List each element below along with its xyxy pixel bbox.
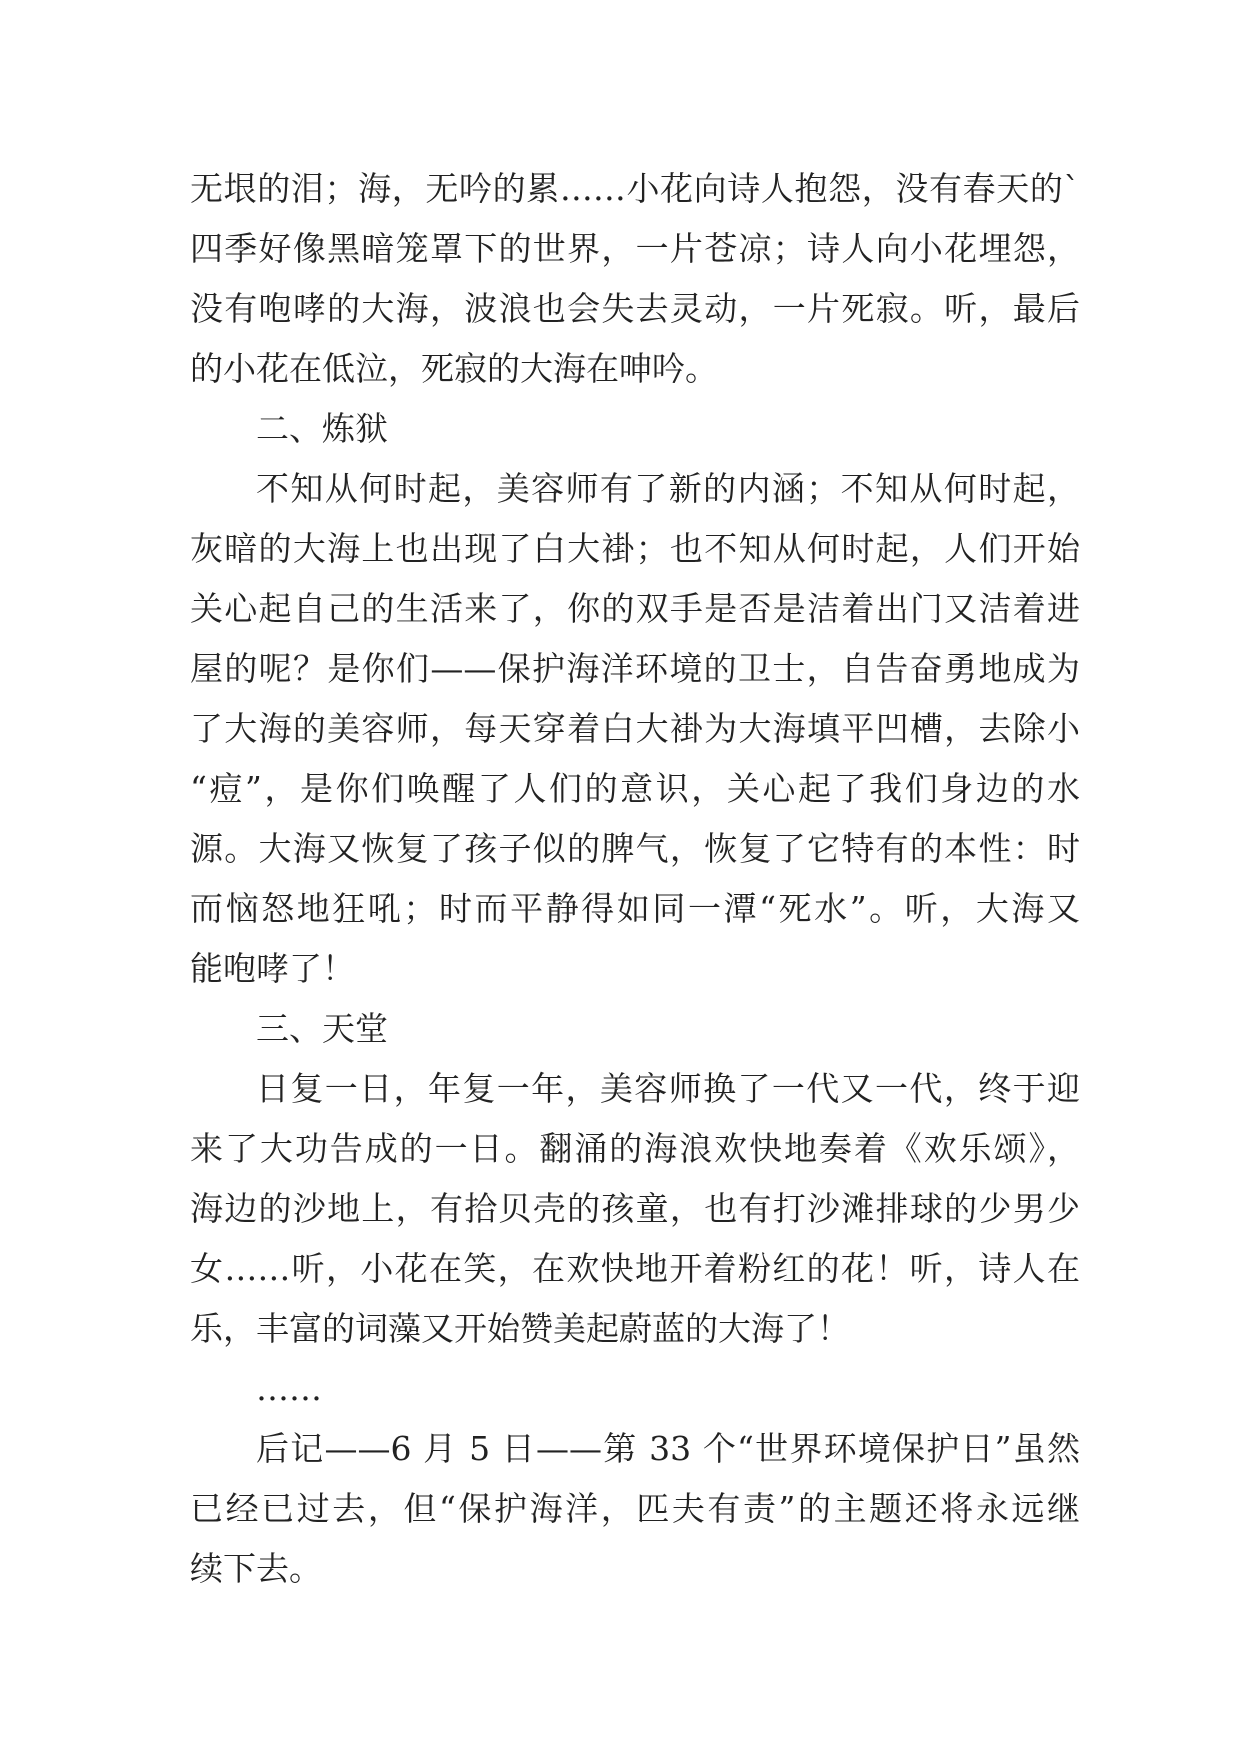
paragraph-line: 日复一日，年复一年，美容师换了一代又一代，终于迎 [256, 1069, 1080, 1108]
paragraph-line: 乐，丰富的词藻又开始赞美起蔚蓝的大海了！ [190, 1309, 850, 1348]
paragraph-line: 源。大海又恢复了孩子似的脾气，恢复了它特有的本性：时 [190, 829, 1080, 868]
paragraph-line: 女……听，小花在笑，在欢快地开着粉红的花！听，诗人在 [190, 1249, 1080, 1288]
postscript-line: 已经已过去，但“保护海洋，匹夫有责”的主题还将永远继 [190, 1489, 1080, 1528]
paragraph-line: “痘”，是你们唤醒了人们的意识，关心起了我们身边的水 [190, 769, 1080, 808]
paragraph-line: 了大海的美容师，每天穿着白大褂为大海填平凹槽，去除小 [190, 709, 1080, 748]
paragraph-line: 不知从何时起，美容师有了新的内涵；不知从何时起， [256, 469, 1080, 508]
paragraph-line: 而恼怒地狂吼；时而平静得如同一潭“死水”。听，大海又 [190, 889, 1080, 928]
paragraph-line: 的小花在低泣，死寂的大海在呻吟。 [190, 349, 718, 388]
document-body [190, 159, 1080, 1599]
section-heading: 三、天堂 [256, 1009, 388, 1048]
paragraph-line: 灰暗的大海上也出现了白大褂；也不知从何时起，人们开始 [190, 529, 1080, 568]
paragraph-line: 关心起自己的生活来了，你的双手是否是洁着出门又洁着进 [190, 589, 1080, 628]
section-heading: 二、炼狱 [256, 409, 388, 448]
postscript-line: 后记——6 月 5 日——第 33 个“世界环境保护日”虽然 [256, 1429, 1080, 1468]
paragraph-line: 来了大功告成的一日。翻涌的海浪欢快地奏着《欢乐颂》， [190, 1129, 1080, 1168]
paragraph-line: 四季好像黑暗笼罩下的世界，一片苍凉；诗人向小花埋怨， [190, 229, 1080, 268]
paragraph-line: 没有咆哮的大海，波浪也会失去灵动，一片死寂。听，最后 [190, 289, 1080, 328]
paragraph-line: 无垠的泪；海，无吟的累……小花向诗人抱怨，没有春天的` [190, 169, 1080, 208]
paragraph-line: 屋的呢？是你们——保护海洋环境的卫士，自告奋勇地成为 [190, 649, 1080, 688]
postscript-line: 续下去。 [190, 1549, 322, 1588]
paragraph-line: 海边的沙地上，有拾贝壳的孩童，也有打沙滩排球的少男少 [190, 1189, 1080, 1228]
paragraph-line: 能咆哮了！ [190, 949, 355, 988]
ellipsis-separator: …… [256, 1369, 322, 1408]
